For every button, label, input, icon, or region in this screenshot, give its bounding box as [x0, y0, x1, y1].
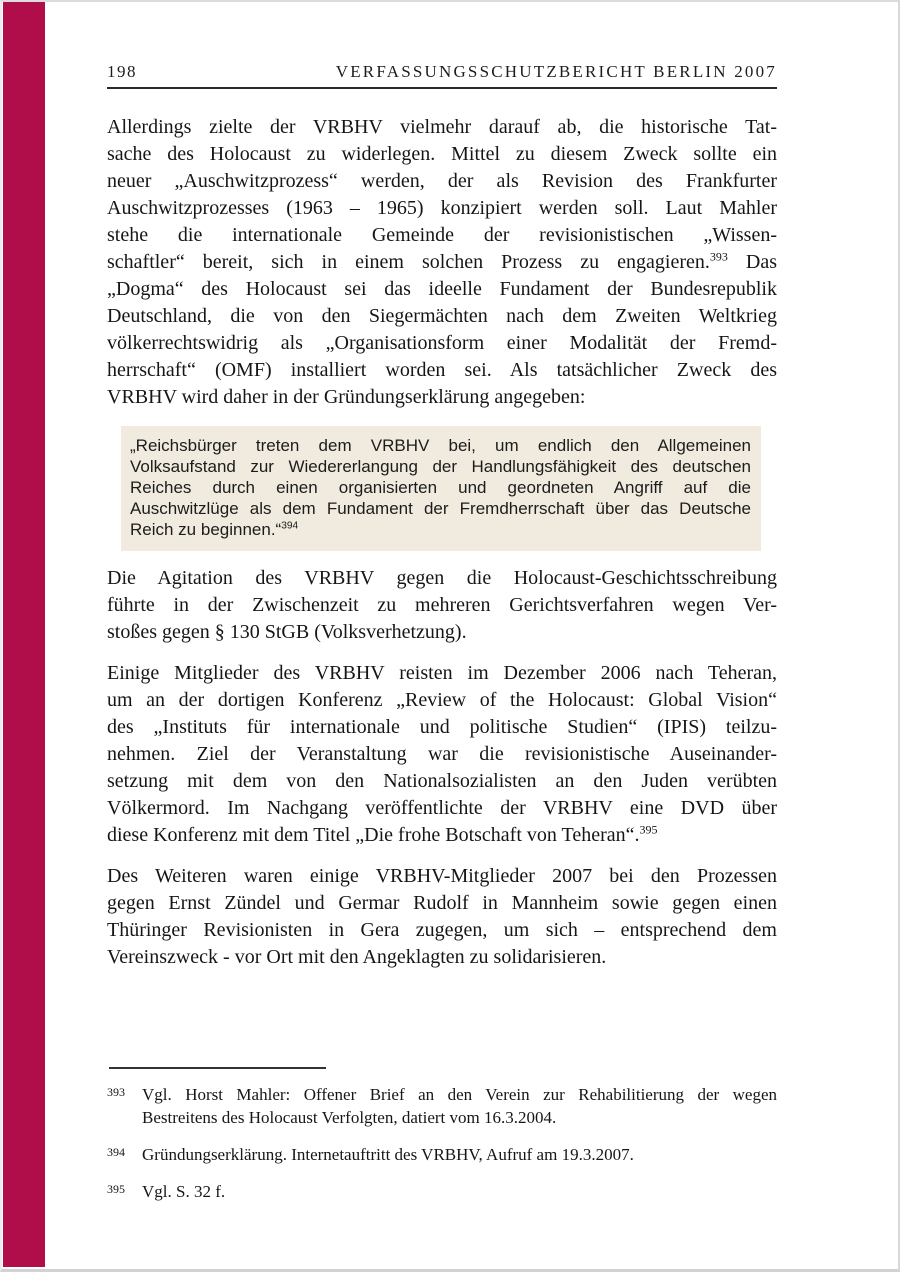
text-segment: führte in der Zwischenzeit zu mehreren Gerichtsverfahren wegen Ver-: [107, 594, 777, 616]
text-segment: Reich zu beginnen.“: [130, 520, 282, 539]
footnote-separator: [109, 1067, 326, 1069]
text-line: [107, 863, 777, 890]
text-line: [107, 384, 777, 411]
text-line: [107, 795, 777, 822]
text-segment: diese Konferenz mit dem Titel „Die frohe Botschaft von Teheran“.: [107, 824, 640, 846]
text-segment: stehe die internationale Gemeinde der revisionistischen „Wissen-: [107, 224, 777, 246]
text-segment: sache des Holocaust zu widerlegen. Mittel zu diesem Zweck sollte ein: [107, 143, 777, 165]
text-line: [142, 1143, 777, 1166]
text-segment: Das: [727, 251, 777, 273]
text-segment: setzung mit dem von den Nationalsozialisten an den Juden verübten: [107, 770, 777, 792]
text-line: [130, 435, 751, 456]
running-title: VERFASSUNGSSCHUTZBERICHT BERLIN 2007: [335, 62, 777, 81]
text-line: [130, 498, 751, 519]
text-segment: nehmen. Ziel der Veranstaltung war die revisionistische Auseinander-: [107, 743, 777, 765]
text-segment: Gründungserklärung. Internetauftritt des VRBHV, Aufruf am 19.3.2007.: [142, 1145, 634, 1164]
footnote-395: [107, 1180, 777, 1203]
text-segment: Vgl. S. 32 f.: [142, 1182, 226, 1201]
page-header: [107, 62, 777, 89]
text-line: [142, 1106, 777, 1129]
text-line: [107, 303, 777, 330]
text-line: [107, 592, 777, 619]
footnote-marker: 394: [107, 1145, 125, 1159]
text-line: [107, 357, 777, 384]
footnote-text: [142, 1180, 777, 1203]
founding-declaration-quote: [121, 426, 761, 551]
paragraph-vrbhv-goal: [107, 114, 777, 411]
text-segment: völkerrechtswidrig als „Organisationsform einer Modalität der Fremd-: [107, 332, 777, 354]
left-accent-bar: [3, 2, 45, 1267]
text-line: [107, 249, 777, 276]
text-line: [130, 519, 751, 540]
text-line: [107, 276, 777, 303]
text-segment: Einige Mitglieder des VRBHV reisten im Dezember 2006 nach Teheran,: [107, 662, 777, 684]
text-line: [107, 660, 777, 687]
text-segment: „Dogma“ des Holocaust sei das ideelle Fundament der Bundesrepublik: [107, 278, 777, 300]
text-line: [107, 330, 777, 357]
text-line: [107, 114, 777, 141]
paragraph-trials: [107, 863, 777, 971]
text-line: [107, 687, 777, 714]
text-line: [107, 768, 777, 795]
text-segment: Vereinszweck - vor Ort mit den Angeklagten zu solidarisieren.: [107, 946, 607, 968]
text-segment: Deutschland, die von den Siegermächten nach dem Zweiten Weltkrieg: [107, 305, 777, 327]
text-line: [107, 741, 777, 768]
text-line: [107, 222, 777, 249]
footnote-marker: 395: [107, 1182, 125, 1196]
paragraph-agitation: [107, 565, 777, 646]
footnote-reference: 395: [639, 822, 658, 837]
text-line: [107, 168, 777, 195]
text-line: [107, 141, 777, 168]
text-line: [107, 917, 777, 944]
text-segment: herrschaft“ (OMF) installiert worden sei. Als tatsächlicher Zweck des: [107, 359, 777, 381]
text-segment: Allerdings zielte der VRBHV vielmehr darauf ab, die historische Tat-: [107, 116, 777, 138]
text-segment: Thüringer Revisionisten in Gera zugegen, um sich – entsprechend dem: [107, 919, 777, 941]
text-segment: um an der dortigen Konferenz „Review of the Holocaust: Global Vision“: [107, 689, 777, 711]
text-line: [142, 1083, 777, 1106]
text-line: [142, 1180, 777, 1203]
text-segment: Auschwitzprozesses (1963 – 1965) konzipiert werden soll. Laut Mahler: [107, 197, 777, 219]
text-segment: VRBHV wird daher in der Gründungserklärung angegeben:: [107, 386, 586, 408]
text-segment: „Reichsbürger treten dem VRBHV bei, um endlich den Allgemeinen: [130, 436, 751, 455]
text-line: [107, 619, 777, 646]
text-line: [107, 944, 777, 971]
text-line: [107, 890, 777, 917]
text-line: [130, 477, 751, 498]
text-line: [107, 565, 777, 592]
text-line: [107, 822, 777, 849]
footnote-text: [142, 1143, 777, 1166]
footnote-text: [142, 1083, 777, 1129]
text-segment: neuer „Auschwitzprozess“ werden, der als Revision des Frankfurter: [107, 170, 777, 192]
text-segment: des „Instituts für internationale und politische Studien“ (IPIS) teilzu-: [107, 716, 777, 738]
text-segment: schaftler“ bereit, sich in einem solchen Prozess zu engagieren.: [107, 251, 710, 273]
text-segment: Auschwitzlüge als dem Fundament der Fremdherrschaft über das Deutsche: [130, 499, 751, 518]
footnote-394: [107, 1143, 777, 1166]
text-segment: stoßes gegen § 130 StGB (Volksverhetzung).: [107, 621, 467, 643]
footnote-393: [107, 1083, 777, 1129]
footnotes-section: [107, 1067, 777, 1203]
text-line: [107, 714, 777, 741]
text-segment: Bestreitens des Holocaust Verfolgten, datiert vom 16.3.2004.: [142, 1108, 557, 1127]
text-segment: Vgl. Horst Mahler: Offener Brief an den Verein zur Rehabilitierung der wegen: [142, 1085, 777, 1104]
text-segment: Volksaufstand zur Wiedererlangung der Handlungsfähigkeit des deutschen: [130, 457, 751, 476]
text-segment: Völkermord. Im Nachgang veröffentlichte der VRBHV eine DVD über: [107, 797, 777, 819]
footnote-reference: 394: [281, 520, 299, 532]
footnote-reference: 393: [709, 249, 728, 264]
body-text: [107, 114, 777, 971]
paragraph-teheran-conference: [107, 660, 777, 849]
text-line: [107, 195, 777, 222]
text-segment: Die Agitation des VRBHV gegen die Holocaust-Geschichtsschreibung: [107, 567, 777, 589]
footnote-marker: 393: [107, 1085, 125, 1099]
page-number: 198: [107, 62, 137, 81]
text-segment: gegen Ernst Zündel und Germar Rudolf in Mannheim sowie gegen einen: [107, 892, 777, 914]
text-line: [130, 456, 751, 477]
text-segment: Des Weiteren waren einige VRBHV-Mitglieder 2007 bei den Prozessen: [107, 865, 777, 887]
page-content: [107, 2, 777, 1203]
text-segment: Reiches durch einen organisierten und geordneten Angriff auf die: [130, 478, 751, 497]
